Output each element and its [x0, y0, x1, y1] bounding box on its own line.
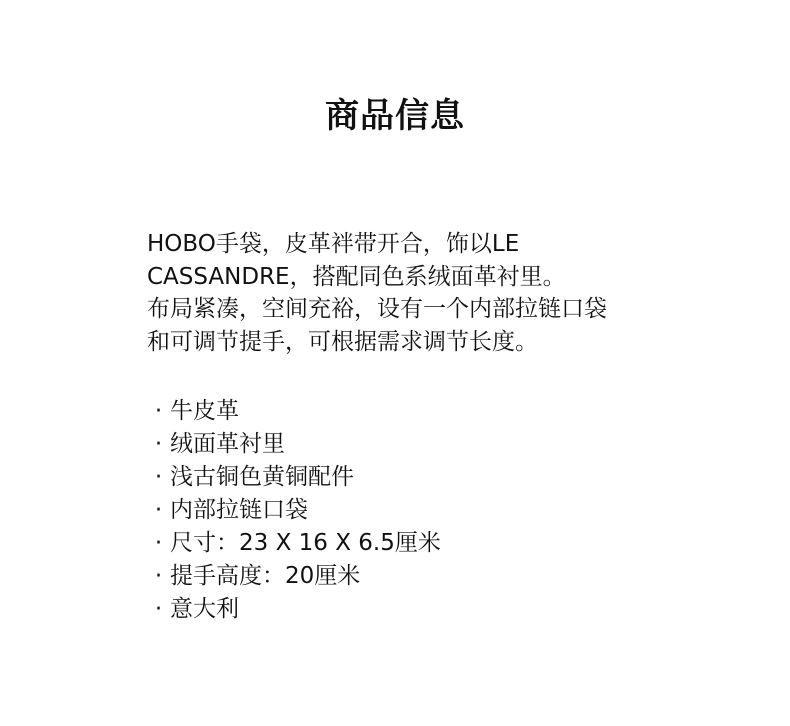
bullet-icon: ·: [154, 530, 163, 556]
bullet-icon: ·: [154, 431, 163, 457]
page-title: 商品信息: [325, 96, 465, 136]
bullet-icon: ·: [154, 596, 163, 622]
description-line: 布局紧凑，空间充裕，设有一个内部拉链口袋: [147, 296, 607, 322]
feature-item: [147, 527, 441, 560]
feature-text: 尺寸：23 X 16 X 6.5厘米: [170, 530, 441, 556]
feature-text: 牛皮革: [170, 398, 239, 424]
bullet-icon: ·: [154, 497, 163, 523]
bullet-icon: ·: [154, 464, 163, 490]
feature-item: [147, 428, 441, 461]
feature-item: [147, 395, 441, 428]
bullet-icon: ·: [154, 563, 163, 589]
feature-text: 浅古铜色黄铜配件: [170, 464, 354, 490]
description-line: CASSANDRE，搭配同色系绒面革衬里。: [147, 263, 566, 290]
product-description: [147, 228, 667, 358]
feature-text: 绒面革衬里: [170, 431, 285, 457]
feature-item: [147, 461, 441, 494]
feature-list: [147, 395, 441, 626]
feature-text: 意大利: [170, 596, 239, 622]
bullet-icon: ·: [154, 398, 163, 424]
feature-item: [147, 593, 441, 626]
feature-item: [147, 494, 441, 527]
description-line: 和可调节提手，可根据需求调节长度。: [147, 328, 538, 355]
description-line: HOBO手袋，皮革袢带开合，饰以LE: [147, 231, 520, 257]
feature-item: [147, 560, 441, 593]
feature-text: 内部拉链口袋: [170, 497, 308, 523]
feature-text: 提手高度：20厘米: [170, 563, 361, 589]
